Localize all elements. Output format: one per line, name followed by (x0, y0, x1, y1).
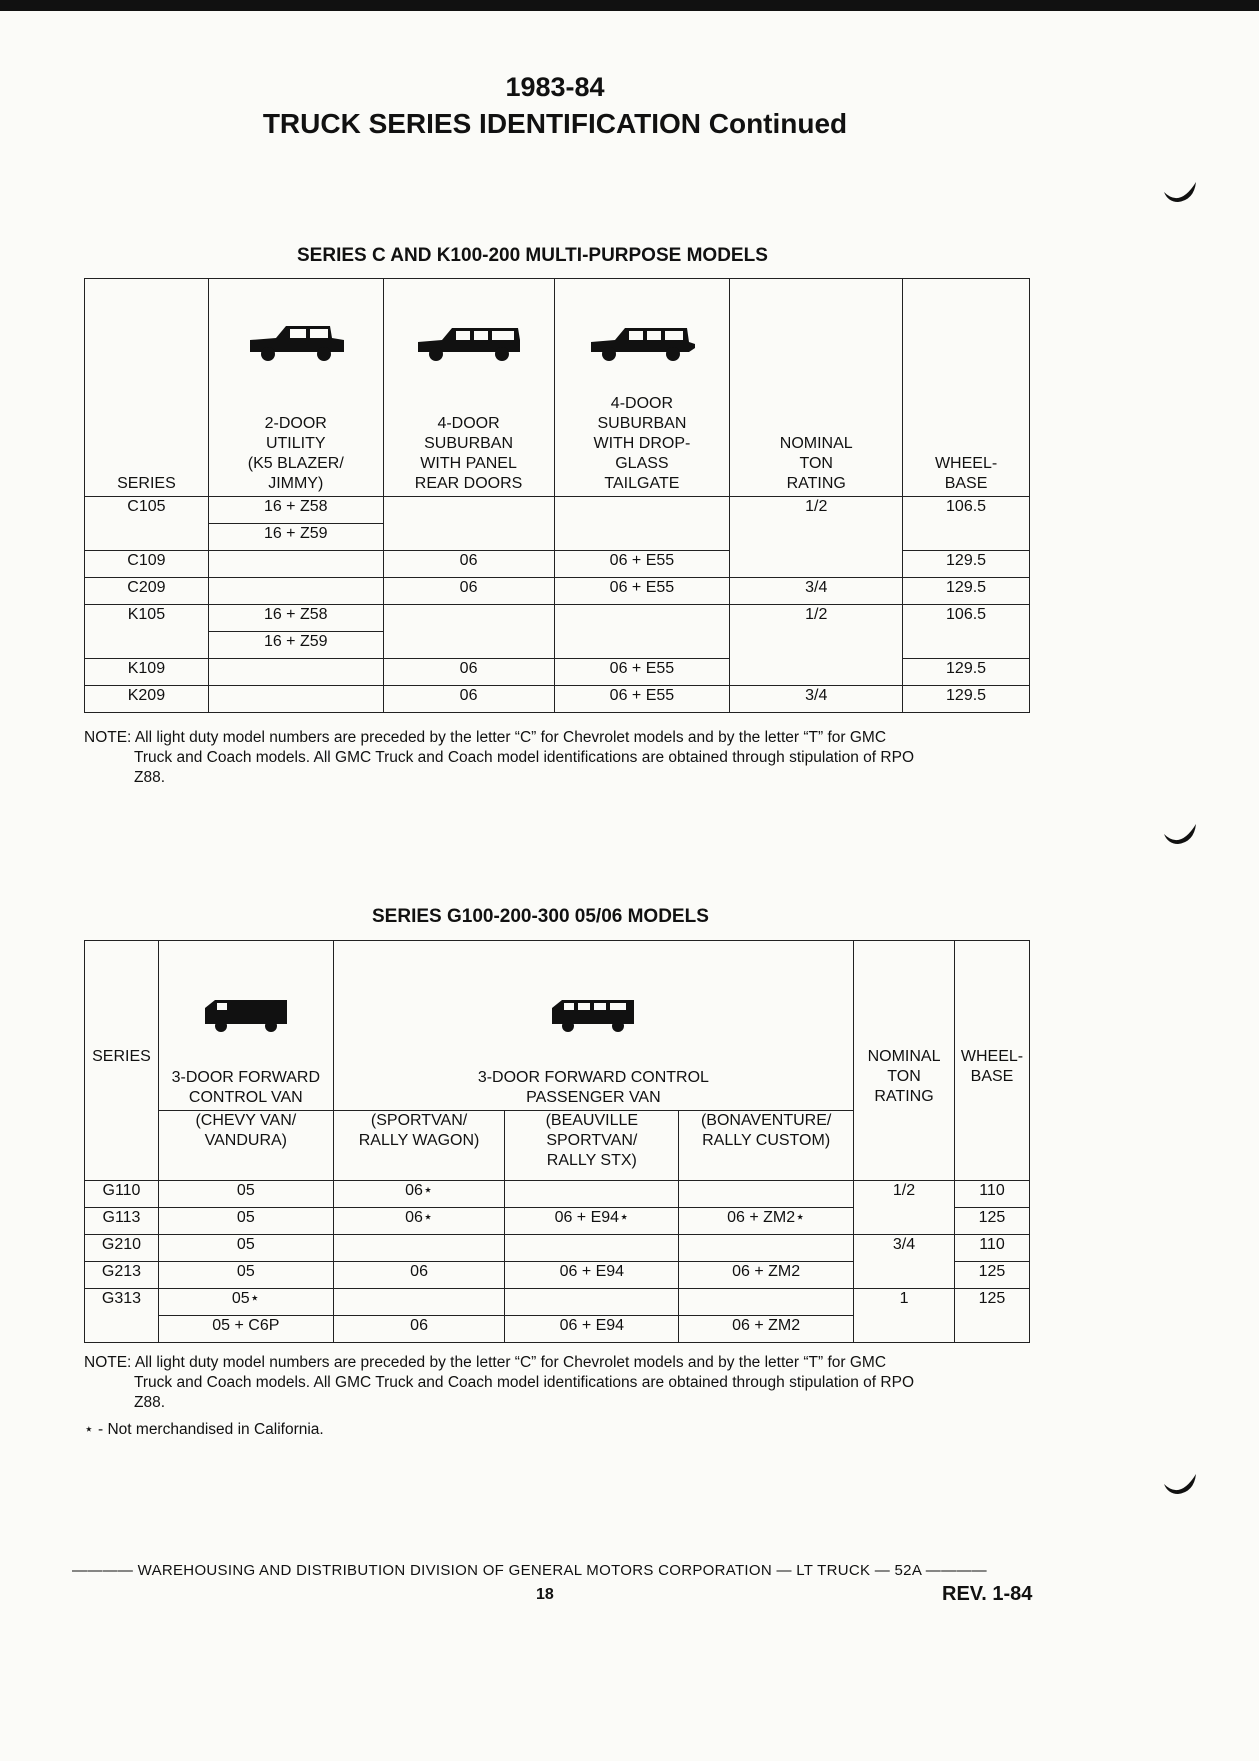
utility-header: 2-DOOR UTILITY (K5 BLAZER/ JIMMY) (208, 279, 383, 497)
table-row (85, 1289, 1030, 1316)
wheelbase-cell: 125 (954, 1289, 1029, 1343)
wheelbase-cell: 129.5 (903, 659, 1030, 686)
tailgate-cell: 06 + E55 (554, 659, 730, 686)
tailgate-cell (554, 605, 730, 659)
wheelbase-cell: 110 (954, 1181, 1029, 1208)
beauville-cell: 06 + E94 (505, 1316, 679, 1343)
van-cell: 05 (158, 1262, 333, 1289)
sportvan-cell: 06⋆ (333, 1181, 505, 1208)
note-2: NOTE: All light duty model numbers are preceded by the letter “C” for Chevrolet models and by the letter “T” for GMC Truck and Coach models. All GMC Truck and Coach model identifications are obtained through stipulation of RPO Z88. (84, 1354, 914, 1411)
utility-cell (208, 659, 383, 686)
series-header: SERIES (85, 279, 209, 497)
table-row (85, 1181, 1030, 1208)
footer-text: ———— WAREHOUSING AND DISTRIBUTION DIVISION OF GENERAL MOTORS CORPORATION — LT TRUCK — 52A ———— (72, 1562, 987, 1579)
series-cell: K109 (85, 659, 209, 686)
beauville-cell (505, 1289, 679, 1316)
suburban-tailgate-header: 4-DOOR SUBURBAN WITH DROP- GLASS TAILGATE (554, 279, 730, 497)
panel-cell: 06 (383, 686, 554, 713)
series-cell: C105 (85, 497, 209, 551)
van-cell: 05⋆ (158, 1289, 333, 1316)
wheelbase-cell: 129.5 (903, 551, 1030, 578)
van-cell: 05 (158, 1235, 333, 1262)
table-row (85, 686, 1030, 713)
tailgate-cell (554, 497, 730, 551)
binder-hole-icon (1160, 820, 1200, 850)
binder-hole-icon (1160, 178, 1200, 208)
panel-cell: 06 (383, 659, 554, 686)
sportvan-cell: 06 (333, 1262, 505, 1289)
ton-cell: 1/2 (730, 497, 903, 578)
revision-label: REV. 1-84 (942, 1583, 1033, 1605)
ton-rating-header: NOMINAL TON RATING (854, 941, 955, 1181)
wheelbase-cell: 125 (954, 1208, 1029, 1235)
series-cell: G213 (85, 1262, 159, 1289)
wheelbase-cell: 125 (954, 1262, 1029, 1289)
wheelbase-cell: 129.5 (903, 578, 1030, 605)
wheelbase-cell: 106.5 (903, 497, 1030, 551)
series-cell: K105 (85, 605, 209, 659)
beauville-cell: 06 + E94⋆ (505, 1208, 679, 1235)
table2-title: SERIES G100-200-300 05/06 MODELS (372, 906, 709, 927)
beauville-cell (505, 1181, 679, 1208)
ton-cell: 1/2 (730, 605, 903, 686)
footnote: ⋆ - Not merchandised in California. (84, 1421, 324, 1438)
cargo-van-header: 3-DOOR FORWARD CONTROL VAN (158, 941, 333, 1111)
panel-cell: 06 (383, 551, 554, 578)
binder-hole-icon (1160, 1470, 1200, 1500)
multi-purpose-models-table (84, 278, 1030, 713)
bonaventure-cell (679, 1181, 854, 1208)
beauville-cell: 06 + E94 (505, 1262, 679, 1289)
series-cell: C209 (85, 578, 209, 605)
van-cell: 05 (158, 1208, 333, 1235)
panel-cell (383, 497, 554, 551)
wheelbase-header: WHEEL- BASE (903, 279, 1030, 497)
top-border-bar (0, 0, 1259, 11)
passenger-van-icon (548, 994, 638, 1034)
utility-cell (208, 551, 383, 578)
bonaventure-cell: 06 + ZM2 (679, 1316, 854, 1343)
page-number: 18 (536, 1586, 554, 1603)
series-cell: G313 (85, 1289, 159, 1343)
bonaventure-cell (679, 1289, 854, 1316)
table-row (85, 1235, 1030, 1262)
utility-cell: 16 + Z58 (208, 497, 383, 524)
ton-cell: 3/4 (854, 1235, 955, 1289)
suburban-panel-icon (414, 320, 524, 364)
utility-cell: 16 + Z58 (208, 605, 383, 632)
beauville-subheader: (BEAUVILLE SPORTVAN/ RALLY STX) (505, 1111, 679, 1181)
utility-cell (208, 578, 383, 605)
bonaventure-cell: 06 + ZM2⋆ (679, 1208, 854, 1235)
tailgate-cell: 06 + E55 (554, 578, 730, 605)
suburban-panel-header: 4-DOOR SUBURBAN WITH PANEL REAR DOORS (383, 279, 554, 497)
note-1: NOTE: All light duty model numbers are preceded by the letter “C” for Chevrolet models and by the letter “T” for GMC Truck and Coach models. All GMC Truck and Coach model identifications are obtained through stipulation of RPO Z88. (84, 729, 914, 786)
sportvan-cell: 06 (333, 1316, 505, 1343)
ton-cell: 1 (854, 1289, 955, 1343)
bonaventure-cell: 06 + ZM2 (679, 1262, 854, 1289)
panel-cell: 06 (383, 578, 554, 605)
cargo-van-subheader: (CHEVY VAN/ VANDURA) (158, 1111, 333, 1181)
two-door-utility-icon (246, 320, 346, 364)
sportvan-cell: 06⋆ (333, 1208, 505, 1235)
series-cell: K209 (85, 686, 209, 713)
table-row (85, 605, 1030, 632)
van-cell: 05 + C6P (158, 1316, 333, 1343)
series-cell: G210 (85, 1235, 159, 1262)
sportvan-cell (333, 1235, 505, 1262)
series-header: SERIES (85, 941, 159, 1181)
suburban-tailgate-icon (587, 320, 697, 364)
wheelbase-cell: 110 (954, 1235, 1029, 1262)
ton-cell: 3/4 (730, 578, 903, 605)
panel-cell (383, 605, 554, 659)
ton-cell: 1/2 (854, 1181, 955, 1235)
utility-cell: 16 + Z59 (208, 632, 383, 659)
wheelbase-cell: 106.5 (903, 605, 1030, 659)
sportvan-subheader: (SPORTVAN/ RALLY WAGON) (333, 1111, 505, 1181)
ton-cell: 3/4 (730, 686, 903, 713)
series-cell: C109 (85, 551, 209, 578)
tailgate-cell: 06 + E55 (554, 551, 730, 578)
van-cell: 05 (158, 1181, 333, 1208)
bonaventure-subheader: (BONAVENTURE/ RALLY CUSTOM) (679, 1111, 854, 1181)
utility-cell: 16 + Z59 (208, 524, 383, 551)
utility-cell (208, 686, 383, 713)
series-cell: G110 (85, 1181, 159, 1208)
beauville-cell (505, 1235, 679, 1262)
sportvan-cell (333, 1289, 505, 1316)
page-title-year: 1983-84 (505, 72, 605, 102)
series-cell: G113 (85, 1208, 159, 1235)
table-row (85, 578, 1030, 605)
table1-title: SERIES C AND K100-200 MULTI-PURPOSE MODELS (297, 245, 768, 266)
tailgate-cell: 06 + E55 (554, 686, 730, 713)
bonaventure-cell (679, 1235, 854, 1262)
wheelbase-cell: 129.5 (903, 686, 1030, 713)
page-title: TRUCK SERIES IDENTIFICATION Continued (262, 108, 848, 139)
cargo-van-icon (201, 994, 291, 1034)
ton-rating-header: NOMINAL TON RATING (730, 279, 903, 497)
passenger-van-header: 3-DOOR FORWARD CONTROL PASSENGER VAN (333, 941, 853, 1111)
wheelbase-header: WHEEL- BASE (954, 941, 1029, 1181)
van-models-table (84, 940, 1030, 1343)
table-row (85, 497, 1030, 524)
